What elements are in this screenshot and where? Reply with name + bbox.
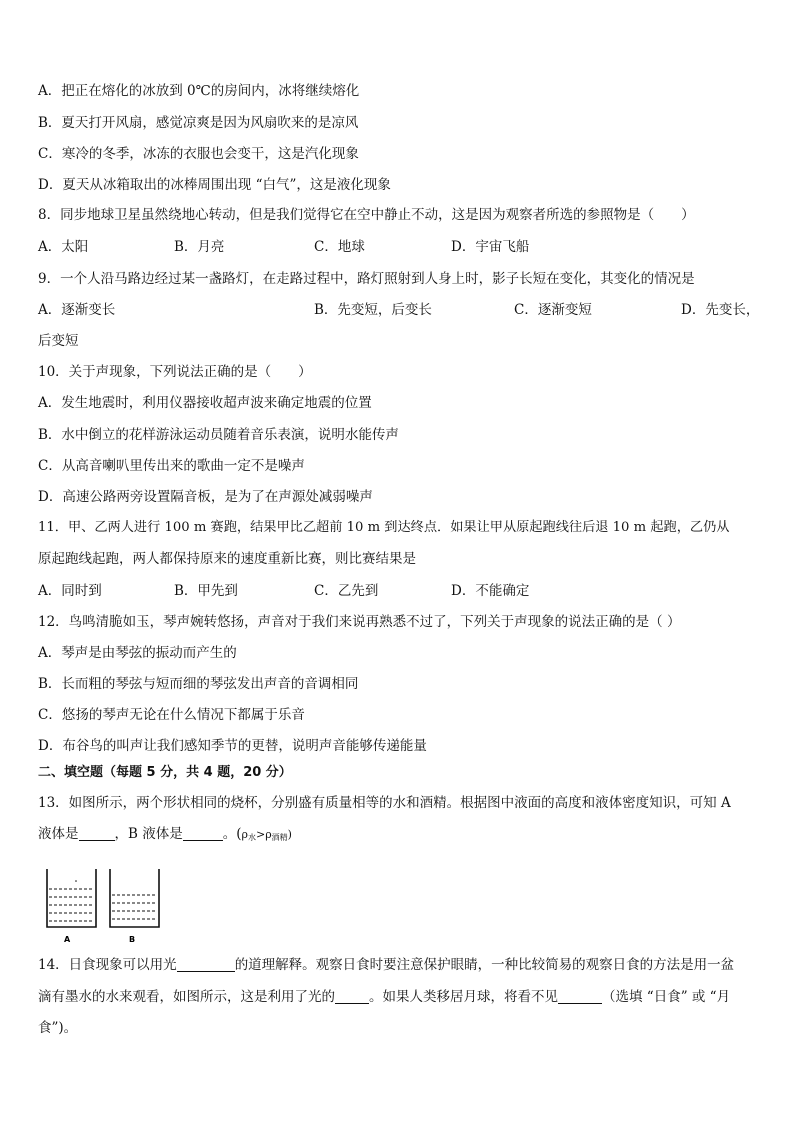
beaker-b-label: B xyxy=(129,935,136,944)
q14-line2 xyxy=(38,988,730,1006)
q14-text-a: 14．日食现象可以用光 xyxy=(38,957,177,973)
q12-option-c: C．悠扬的琴声无论在什么情况下都属于乐音 xyxy=(38,707,305,723)
q14-text-c: 滴有墨水的水来观看，如图所示，这是利用了光的 xyxy=(38,989,335,1005)
q11-option-c: C．乙先到 xyxy=(314,583,379,599)
q9-option-c: C．逐渐变短 xyxy=(514,302,592,318)
q7-option-a: A．把正在熔化的冰放到 0℃的房间内，冰将继续熔化 xyxy=(38,83,360,99)
beaker-a-dot xyxy=(75,880,77,882)
q14-text-e: （选填 “日食” 或 “月 xyxy=(602,989,731,1005)
beaker-a xyxy=(47,869,96,927)
q13-line2 xyxy=(38,825,292,847)
q14-text-b: 的道理解释。观察日食时要注意保护眼睛，一种比较简易的观察日食的方法是用一盆 xyxy=(234,957,735,973)
q9-stem: 9．一个人沿马路边经过某一盏路灯，在走路过程中，路灯照射到人身上时，影子长短在变化，其变化的情况是 xyxy=(38,271,695,287)
q12-option-d: D．布谷鸟的叫声让我们感知季节的更替，说明声音能够传递能量 xyxy=(38,738,427,754)
q12-option-b: B．长而粗的琴弦与短而细的琴弦发出声音的音调相同 xyxy=(38,676,359,692)
q8-stem: 8．同步地球卫星虽然绕地心转动，但是我们觉得它在空中静止不动，这是因为观察者所选的参照物是（ ） xyxy=(38,207,695,223)
q14-blank-c xyxy=(558,989,602,1004)
q14-text-d: 。如果人类移居月球，将看不见 xyxy=(369,989,558,1005)
q8-option-b: B．月亮 xyxy=(174,239,225,255)
q13-text-a: 液体是 xyxy=(38,826,79,842)
q11-option-a: A．同时到 xyxy=(38,583,102,599)
q8-option-c: C．地球 xyxy=(314,239,365,255)
q11-option-d: D．不能确定 xyxy=(451,583,530,599)
q13-blank-b xyxy=(183,826,223,841)
q13-rho-2: ρ xyxy=(265,828,272,841)
q13-rho-1: ρ xyxy=(241,828,248,841)
q8-option-d: D．宇宙飞船 xyxy=(451,239,530,255)
q14-blank-a xyxy=(177,957,235,972)
q8-option-a: A．太阳 xyxy=(38,239,89,255)
q13-sub-water: 水 xyxy=(247,833,256,842)
q13-blank-a xyxy=(79,826,115,841)
q13-text-c: 。( xyxy=(222,826,242,842)
q14-line1 xyxy=(38,956,734,974)
q10-stem: 10．关于声现象，下列说法正确的是（ ） xyxy=(38,364,312,380)
q10-option-b: B．水中倒立的花样游泳运动员随着音乐表演，说明水能传声 xyxy=(38,427,399,443)
q7-option-c: C．寒冷的冬季，冰冻的衣服也会变干，这是汽化现象 xyxy=(38,146,359,162)
q12-stem: 12．鸟鸣清脆如玉，琴声婉转悠扬，声音对于我们来说再熟悉不过了，下列关于声现象的说法正确的是（ ） xyxy=(38,614,681,630)
q12-option-a: A．琴声是由琴弦的振动而产生的 xyxy=(38,645,237,661)
q9-option-d: D．先变长， xyxy=(681,302,760,318)
q13-close: ) xyxy=(287,828,292,841)
beaker-a-label: A xyxy=(64,935,71,944)
beaker-a-liquid xyxy=(49,889,94,921)
q9-option-b: B．先变短，后变长 xyxy=(314,302,432,318)
q7-option-d: D．夏天从冰箱取出的冰棒周围出现 “白气”，这是液化现象 xyxy=(38,177,391,193)
q9-option-d-continued: 后变短 xyxy=(38,333,79,349)
q13-gt: > xyxy=(255,828,266,841)
q13-sub-alcohol: 酒精 xyxy=(271,833,288,842)
q10-option-d: D．高速公路两旁设置隔音板，是为了在声源处减弱噪声 xyxy=(38,489,373,505)
q7-option-b: B．夏天打开风扇，感觉凉爽是因为风扇吹来的是凉风 xyxy=(38,115,359,131)
q10-option-a: A．发生地震时，利用仪器接收超声波来确定地震的位置 xyxy=(38,395,372,411)
q11-option-b: B．甲先到 xyxy=(174,583,238,599)
beaker-figure xyxy=(44,865,164,947)
q11-stem-line1: 11．甲、乙两人进行 100 m 赛跑，结果甲比乙超前 10 m 到达终点．如果让甲从原起跑线往后退 10 m 起跑，乙仍从 xyxy=(38,520,730,535)
q13-line1: 13．如图所示，两个形状相同的烧杯，分别盛有质量相等的水和酒精。根据图中液面的高度和液体密度知识，可知 A xyxy=(38,795,731,811)
q14-line3: 食”)。 xyxy=(38,1020,78,1036)
q11-stem-line2: 原起跑线起跑，两人都保持原来的速度重新比赛，则比赛结果是 xyxy=(38,551,416,567)
beaker-b-liquid xyxy=(112,895,157,919)
beaker-b xyxy=(110,869,159,927)
q10-option-c: C．从高音喇叭里传出来的歌曲一定不是噪声 xyxy=(38,458,305,474)
q14-blank-b xyxy=(335,989,369,1004)
section-heading-fill-in: 二、填空题（每题 5 分，共 4 题，20 分） xyxy=(38,765,292,780)
q9-option-a: A．逐渐变长 xyxy=(38,302,116,318)
q13-text-b: ，B 液体是 xyxy=(114,826,183,842)
